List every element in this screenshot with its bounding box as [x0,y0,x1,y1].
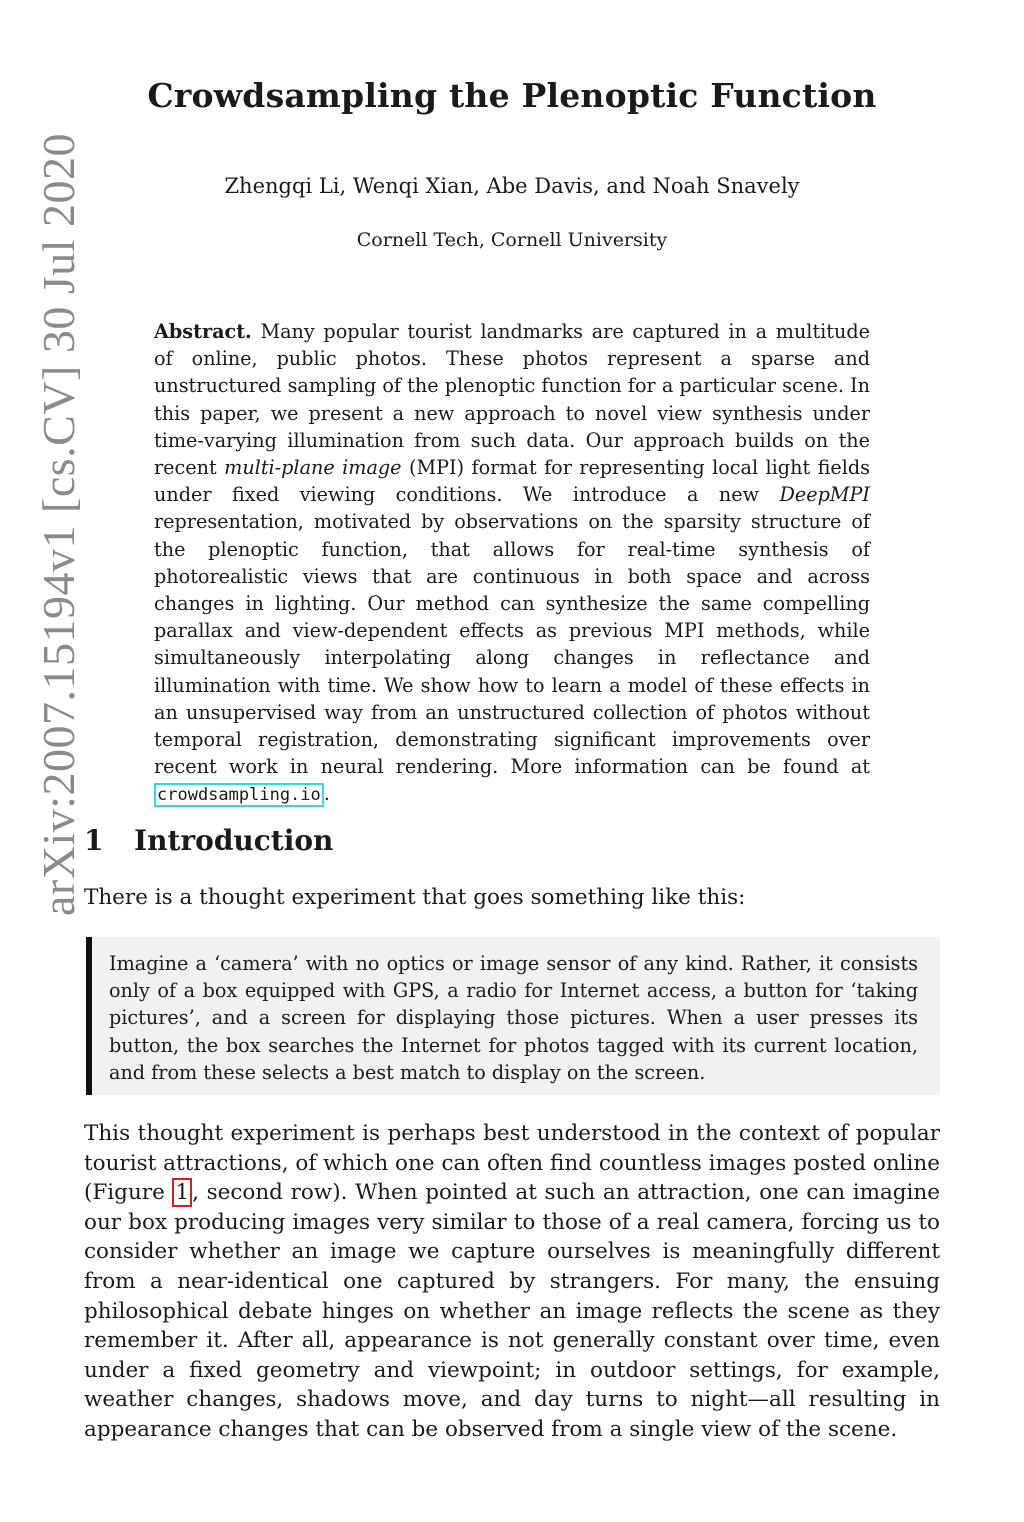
project-link[interactable]: crowdsampling.io [154,783,324,807]
abstract [154,318,870,810]
thought-experiment-quote: Imagine a ‘camera’ with no optics or image sensor of any kind. Rather, it consists only of a box equipped with GPS, a radio for Internet access, a button for ‘taking pictures’, and a screen for displaying those pictures. When a user presses its button, the box searches the Internet for photos tagged with its current location, and from these selects a best match to display on the screen. [86,937,940,1095]
body-paragraph [84,1119,940,1445]
author-list: Zhengqi Li, Wenqi Xian, Abe Davis, and Noah Snavely [224,174,800,198]
affiliation: Cornell Tech, Cornell University [356,229,668,251]
abstract-label: Abstract. [154,320,252,343]
abstract-term-deepmpi: DeepMPI [779,483,870,507]
intro-lead: There is a thought experiment that goes something like this: [84,885,746,910]
abstract-text: (MPI) format for representing local light fields under fixed viewing conditions. We introduce a new [154,456,870,507]
body-text: , second row). When pointed at such an attraction, one can imagine our box producing images very similar to those of a real camera, forcing us to consider whether an image we capture ourselves is meaningfully different from a near-identical one captured by strangers. For many, the ensuing philosophical debate hinges on whether an image reflects the scene as they remember it. After all, appearance is not generally constant over time, even under a fixed geometry and viewpoint; in outdoor settings, for example, weather changes, shadows move, and day turns to night—all resulting in appearance changes that can be observed from a single view of the scene. [84,1180,940,1442]
abstract-text: representation, motivated by observations on the sparsity structure of the plenoptic function, that allows for real-time synthesis of photorealistic views that are continuous in both space and across changes in lighting. Our method can synthesize the same compelling parallax and view-dependent effects as previous MPI methods, while simultaneously interpolating along changes in reflectance and illumination with time. We show how to learn a model of these effects in an unsupervised way from an unstructured collection of photos without temporal registration, demonstrating significant improvements over recent work in neural rendering. More information can be found at [154,510,870,779]
section-title: Introduction [134,824,334,857]
abstract-term-mpi: multi-plane image [224,456,402,480]
abstract-end: . [323,782,330,806]
abstract-text: Many popular tourist landmarks are captured in a multitude of online, public photos. These photos represent a sparse and unstructured sampling of the plenoptic function for a particular scene. In this paper, we present a new approach to novel view synthesis under time-varying illumination from such data. Our approach builds on the recent [154,320,870,480]
section-heading [84,824,333,857]
arxiv-stamp: arXiv:2007.15194v1 [cs.CV] 30 Jul 2020 [33,132,84,916]
paper-title: Crowdsampling the Plenoptic Function [147,76,877,115]
body-text: This thought experiment is perhaps best understood in the context of popular tourist attractions, of which one can often find countless images posted online (Figure [84,1121,940,1206]
section-number: 1 [84,824,104,857]
figure-reference-link[interactable]: 1 [172,1178,192,1207]
